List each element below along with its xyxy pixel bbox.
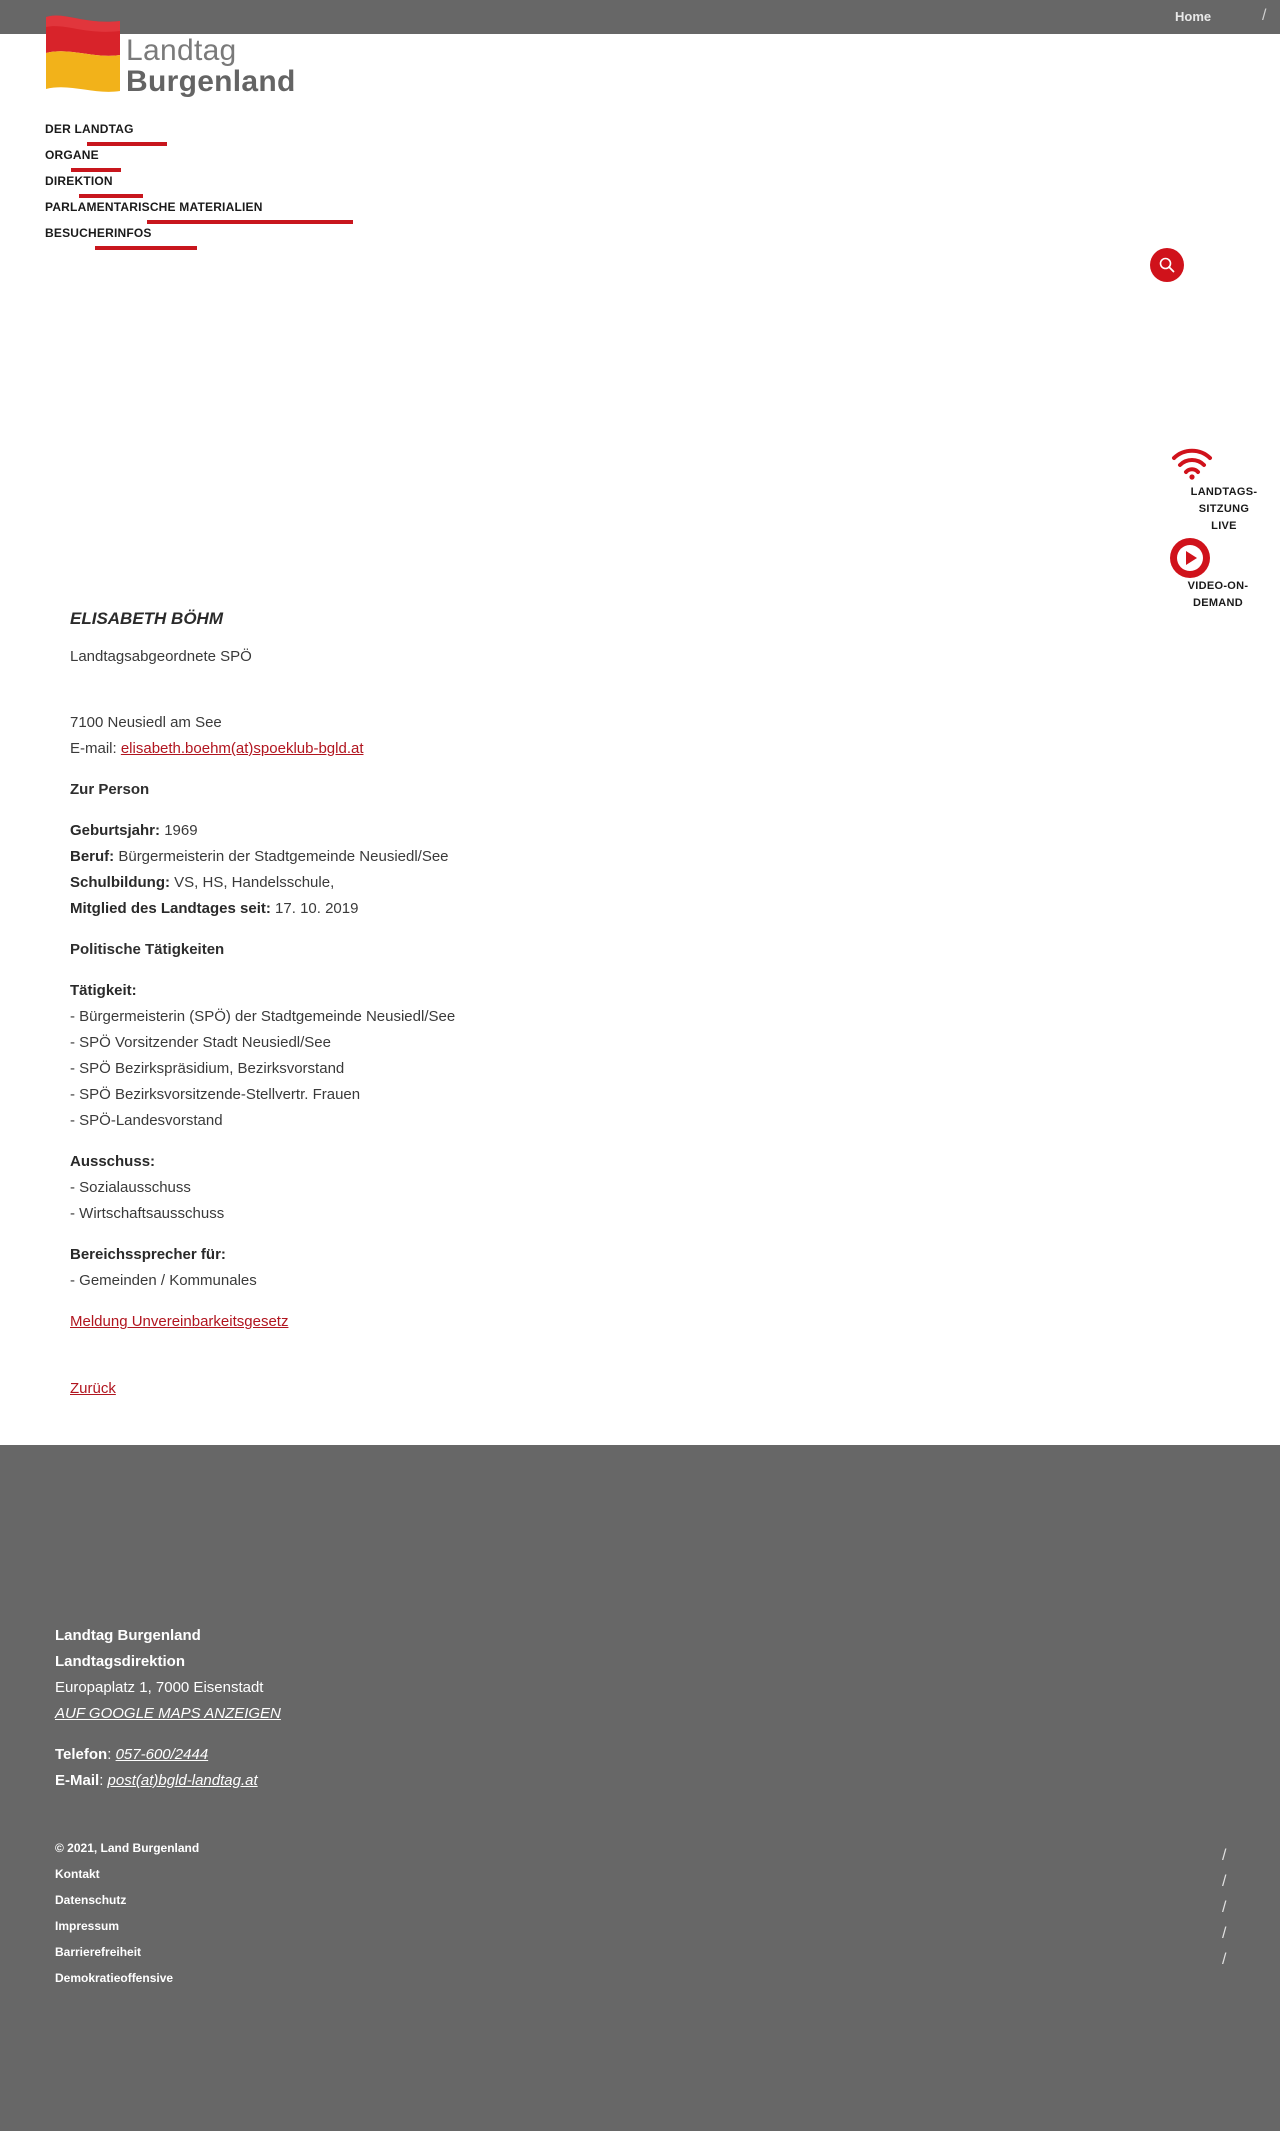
activity-label: Tätigkeit: (70, 982, 137, 999)
nav-label: ORGANE (45, 148, 99, 162)
footer-link-barrierefreiheit[interactable]: Barrierefreiheit (55, 1945, 142, 1959)
footer-street: Europaplatz 1, 7000 Eisenstadt (55, 1679, 264, 1696)
copyright: © 2021, Land Burgenland (55, 1841, 200, 1855)
member-label: Mitglied des Landtages seit: (70, 900, 271, 917)
school-label: Schulbildung: (70, 874, 170, 891)
report-link[interactable]: Meldung Unvereinbarkeitsgesetz (70, 1313, 289, 1330)
search-button[interactable] (1150, 248, 1184, 282)
footer-address: Landtag Burgenland Landtagsdirektion Europaplatz 1, 7000 Eisenstadt AUF GOOGLE MAPS ANZEIGEN Telefon: 057-600/2444 E-Mail: post(at)bgld-landtag.at (55, 1627, 281, 1789)
person-profile (70, 606, 970, 1402)
footer-separator: / (1222, 1951, 1227, 1968)
nav-label: DER LANDTAG (45, 122, 134, 136)
mail-label: E-Mail (55, 1772, 100, 1789)
list-item: - Sozialausschuss (70, 1179, 191, 1196)
live-label-1: LANDTAGS- (1190, 486, 1258, 498)
footer-links (55, 1835, 199, 1991)
birth-value: 1969 (164, 822, 198, 839)
list-item: - SPÖ-Landesvorstand (70, 1112, 223, 1129)
job-label: Beruf: (70, 848, 115, 865)
nav-label: DIREKTION (45, 174, 113, 188)
footer-separator: / (1222, 1873, 1227, 1890)
list-item: - Gemeinden / Kommunales (70, 1272, 257, 1289)
main-nav (45, 120, 263, 250)
email-label: E-mail: (70, 740, 117, 757)
footer-separators (1222, 1843, 1226, 1973)
email-link[interactable]: elisabeth.boehm(at)spoeklub-bgld.at (120, 740, 364, 757)
vod-label-2: DEMAND (1192, 597, 1244, 609)
nav-item-organe[interactable] (45, 146, 263, 172)
nav-item-besucherinfos[interactable] (45, 224, 263, 250)
school-value: VS, HS, Handelsschule, (174, 874, 335, 891)
play-icon (1170, 538, 1210, 578)
nav-label: PARLAMENTARISCHE MATERIALIEN (45, 200, 263, 214)
person-name: ELISABETH BÖHM (70, 609, 223, 628)
committee-label: Ausschuss: (70, 1153, 156, 1170)
google-maps-link[interactable]: AUF GOOGLE MAPS ANZEIGEN (55, 1705, 281, 1722)
nav-underline (95, 246, 197, 250)
list-item: - SPÖ Vorsitzender Stadt Neusiedl/See (70, 1034, 331, 1051)
spokes-label: Bereichssprecher für: (70, 1246, 226, 1263)
mail-link[interactable]: post(at)bgld-landtag.at (107, 1772, 258, 1789)
logo[interactable] (44, 11, 296, 101)
logo-line-2: Burgenland (126, 65, 296, 98)
footer-org-2: Landtagsdirektion (55, 1653, 186, 1670)
committees-block (70, 1149, 970, 1227)
top-separator: / (1262, 7, 1267, 24)
vod-label-1: VIDEO-ON- (1187, 580, 1249, 592)
section-zur-person: Zur Person (70, 781, 150, 798)
spokes-block (70, 1242, 970, 1294)
footer-separator: / (1222, 1847, 1227, 1864)
footer (0, 1445, 1280, 2131)
nav-label: BESUCHERINFOS (45, 226, 152, 240)
live-label-2: SITZUNG LIVE (1198, 503, 1250, 532)
footer-org-1: Landtag Burgenland (55, 1627, 201, 1644)
footer-separator: / (1222, 1925, 1227, 1942)
list-item: - Wirtschaftsausschuss (70, 1205, 225, 1222)
section-politische-taetigkeiten: Politische Tätigkeiten (70, 941, 225, 958)
phone-link[interactable]: 057-600/2444 (115, 1746, 209, 1763)
list-item: - Bürgermeisterin (SPÖ) der Stadtgemeinde Neusiedl/See (70, 1008, 456, 1025)
nav-item-der-landtag[interactable] (45, 120, 263, 146)
footer-link-datenschutz[interactable]: Datenschutz (55, 1893, 127, 1907)
footer-link-impressum[interactable]: Impressum (55, 1919, 120, 1933)
list-item: - SPÖ Bezirkspräsidium, Bezirksvorstand (70, 1060, 345, 1077)
person-city: 7100 Neusiedl am See (70, 714, 222, 731)
activities-block (70, 978, 970, 1134)
wifi-icon (1170, 446, 1214, 480)
footer-link-kontakt[interactable]: Kontakt (55, 1867, 100, 1881)
back-link[interactable]: Zurück (70, 1380, 116, 1397)
footer-link-demokratieoffensive[interactable]: Demokratieoffensive (55, 1971, 174, 1985)
list-item: - SPÖ Bezirksvorsitzende-Stellvertr. Frauen (70, 1086, 361, 1103)
search-icon (1158, 256, 1176, 274)
flag-icon (44, 11, 124, 93)
person-role: Landtagsabgeordnete SPÖ (70, 648, 252, 665)
nav-item-direktion[interactable] (45, 172, 263, 198)
person-email-row (70, 736, 970, 762)
logo-line-1: Landtag (126, 34, 237, 67)
member-value: 17. 10. 2019 (275, 900, 359, 917)
nav-item-parlamentarische-materialien[interactable] (45, 198, 263, 224)
birth-label: Geburtsjahr: (70, 822, 161, 839)
job-value: Bürgermeisterin der Stadtgemeinde Neusiedl/See (118, 848, 449, 865)
phone-label: Telefon (55, 1746, 108, 1763)
person-facts (70, 818, 970, 922)
home-link[interactable]: Home (1175, 9, 1212, 24)
footer-separator: / (1222, 1899, 1227, 1916)
